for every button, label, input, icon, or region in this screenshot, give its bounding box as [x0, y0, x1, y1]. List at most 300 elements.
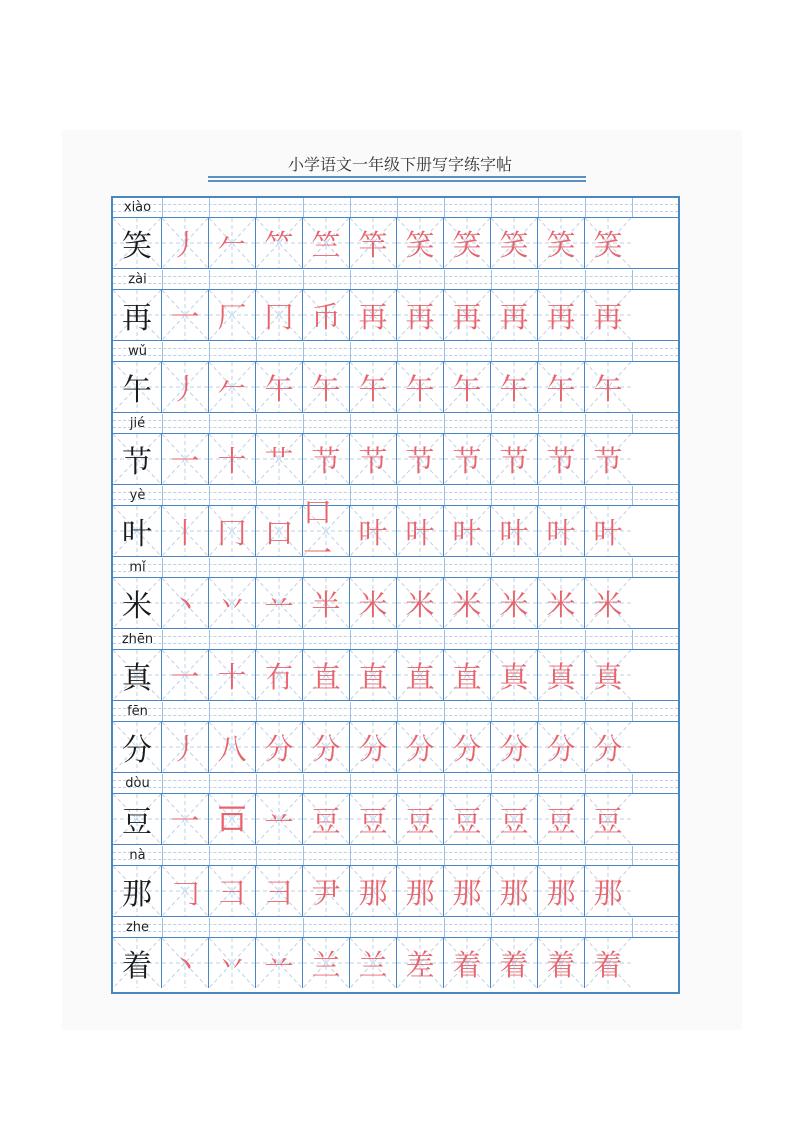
stroke-step-character: 节 [405, 443, 435, 478]
tracing-cell[interactable] [444, 722, 491, 772]
tracing-cell[interactable] [444, 218, 491, 268]
tracing-cell[interactable] [162, 794, 209, 844]
tracing-cell[interactable] [303, 794, 350, 844]
pinyin-column-line [303, 414, 304, 433]
model-character: 米 [122, 589, 152, 624]
tracing-cell[interactable] [585, 578, 631, 628]
tracing-cell[interactable] [538, 650, 585, 700]
tracing-cell[interactable] [256, 218, 303, 268]
tracing-cell[interactable] [585, 938, 631, 988]
tracing-cell[interactable] [256, 362, 303, 412]
pinyin-column-line [162, 702, 163, 721]
pinyin-column-line [491, 918, 492, 937]
stroke-step-character: 竿 [358, 227, 388, 262]
stroke-step-character: 分 [311, 731, 341, 766]
stroke-step-character: 豆 [311, 803, 341, 838]
tracing-cell[interactable] [162, 866, 209, 916]
pinyin-column-line [397, 918, 398, 937]
tracing-cell[interactable] [444, 290, 491, 340]
pinyin-column-line [209, 342, 210, 361]
tracing-cell[interactable] [303, 495, 350, 570]
tracing-cell[interactable] [350, 866, 397, 916]
pinyin-guide-line [113, 564, 678, 565]
tracing-cell[interactable] [397, 218, 444, 268]
pinyin-column-line [538, 486, 539, 505]
pinyin-column-line [162, 414, 163, 433]
pinyin-column-line [585, 630, 586, 649]
stroke-step-character: 丨 [170, 515, 200, 550]
tracing-cell[interactable] [491, 506, 538, 556]
pinyin-column-line [397, 630, 398, 649]
tracing-cell[interactable] [350, 506, 397, 556]
tracing-cell[interactable] [350, 218, 397, 268]
model-character-cell [113, 866, 162, 916]
pinyin-column-line [585, 414, 586, 433]
pinyin-guide-line [113, 859, 678, 860]
tracing-cell[interactable] [538, 722, 585, 772]
stroke-step-character: 一 [170, 659, 200, 694]
pinyin-band [113, 486, 678, 506]
pinyin-column-line [209, 198, 210, 217]
pinyin-column-line [162, 630, 163, 649]
pinyin-column-line [632, 774, 633, 793]
tracing-cell[interactable] [209, 866, 256, 916]
stroke-step-character: 一 [170, 299, 200, 334]
stroke-step-character: 那 [358, 875, 388, 910]
stroke-step-character: 直 [452, 659, 482, 694]
tracing-cell[interactable] [209, 722, 256, 772]
stroke-step-character: 冂 [217, 515, 247, 550]
tracing-cell[interactable] [538, 938, 585, 988]
pinyin-column-line [632, 486, 633, 505]
tracing-cell[interactable] [491, 362, 538, 412]
character-grid-row [113, 578, 678, 629]
stroke-step-character: 那 [452, 875, 482, 910]
stroke-step-character: 兰 [311, 947, 341, 982]
pinyin-column-line [538, 558, 539, 577]
tracing-cell[interactable] [585, 290, 631, 340]
stroke-step-character: 豆 [593, 803, 623, 838]
stroke-step-character: 厂 [217, 299, 247, 334]
model-character: 叶 [122, 517, 152, 552]
tracing-cell[interactable] [256, 650, 303, 700]
stroke-step-character: 豆 [452, 803, 482, 838]
pinyin-column-line [303, 630, 304, 649]
pinyin-label: zài [128, 272, 147, 287]
pinyin-column-line [303, 846, 304, 865]
pinyin-column-line [256, 414, 257, 433]
pinyin-column-line [162, 846, 163, 865]
tracing-cell[interactable] [303, 650, 350, 700]
pinyin-guide-line [113, 276, 678, 277]
tracing-cell[interactable] [209, 650, 256, 700]
tracing-cell[interactable] [209, 506, 256, 556]
stroke-step-character: 丷 [217, 587, 247, 622]
pinyin-column-line [538, 270, 539, 289]
tracing-cell[interactable] [209, 218, 256, 268]
model-character: 豆 [122, 805, 152, 840]
stroke-step-character: 叶 [593, 515, 623, 550]
tracing-cell[interactable] [538, 362, 585, 412]
pinyin-label: mǐ [129, 560, 146, 575]
tracing-cell[interactable] [585, 794, 631, 844]
pinyin-column-line [491, 342, 492, 361]
pinyin-guide-line [113, 643, 678, 644]
tracing-cell[interactable] [350, 290, 397, 340]
pinyin-band [113, 342, 678, 362]
pinyin-column-line [632, 414, 633, 433]
stroke-step-character: 着 [499, 947, 529, 982]
pinyin-column-line [397, 702, 398, 721]
stroke-step-character: 冇 [264, 659, 294, 694]
pinyin-column-line [209, 846, 210, 865]
tracing-cell[interactable] [538, 218, 585, 268]
tracing-cell[interactable] [350, 650, 397, 700]
tracing-cell[interactable] [397, 866, 444, 916]
character-grid-row [113, 938, 678, 988]
tracing-cell[interactable] [397, 794, 444, 844]
stroke-step-character: 冂 [264, 299, 294, 334]
model-character-cell [113, 362, 162, 412]
tracing-cell[interactable] [538, 866, 585, 916]
stroke-step-character: 着 [593, 947, 623, 982]
tracing-cell[interactable] [303, 866, 350, 916]
stroke-step-character: 笑 [499, 227, 529, 262]
tracing-cell[interactable] [444, 578, 491, 628]
stroke-step-character: 米 [452, 587, 482, 622]
tracing-cell[interactable] [538, 578, 585, 628]
model-character-cell [113, 650, 162, 700]
stroke-step-character: 𠮛 [217, 802, 247, 836]
stroke-step-character: 丿 [170, 227, 200, 262]
pinyin-column-line [491, 846, 492, 865]
pinyin-band [113, 270, 678, 290]
pinyin-guide-line [113, 355, 678, 356]
pinyin-column-line [397, 558, 398, 577]
tracing-cell[interactable] [491, 578, 538, 628]
pinyin-column-line [491, 630, 492, 649]
character-grid-row [113, 362, 678, 413]
tracing-cell[interactable] [491, 650, 538, 700]
tracing-cell[interactable] [256, 866, 303, 916]
stroke-step-character: 笑 [452, 227, 482, 262]
tracing-cell[interactable] [162, 650, 209, 700]
tracing-cell[interactable] [162, 218, 209, 268]
pinyin-column-line [256, 558, 257, 577]
pinyin-column-line [444, 630, 445, 649]
tracing-cell[interactable] [585, 650, 631, 700]
tracing-cell[interactable] [491, 794, 538, 844]
pinyin-column-line [256, 774, 257, 793]
pinyin-column-line [209, 918, 210, 937]
stroke-step-character: 半 [311, 587, 341, 622]
tracing-cell[interactable] [491, 866, 538, 916]
stroke-step-character: 笑 [593, 227, 623, 262]
tracing-cell[interactable] [585, 362, 631, 412]
tracing-cell[interactable] [538, 290, 585, 340]
stroke-step-character: 竺 [311, 227, 341, 262]
pinyin-column-line [303, 918, 304, 937]
pinyin-guide-line [113, 499, 678, 500]
tracing-cell[interactable] [303, 938, 350, 988]
tracing-cell[interactable] [397, 434, 444, 484]
tracing-cell[interactable] [585, 866, 631, 916]
tracing-cell[interactable] [491, 938, 538, 988]
tracing-cell[interactable] [397, 578, 444, 628]
pinyin-column-line [538, 702, 539, 721]
practice-row [113, 270, 678, 342]
tracing-cell[interactable] [162, 506, 209, 556]
pinyin-band [113, 414, 678, 434]
stroke-step-character: 笑 [405, 227, 435, 262]
tracing-cell[interactable] [397, 650, 444, 700]
pinyin-column-line [256, 702, 257, 721]
tracing-cell[interactable] [397, 362, 444, 412]
tracing-cell[interactable] [585, 218, 631, 268]
tracing-cell[interactable] [209, 362, 256, 412]
tracing-cell[interactable] [162, 434, 209, 484]
stroke-step-character: 分 [264, 731, 294, 766]
stroke-step-character: 真 [593, 659, 623, 694]
pinyin-column-line [632, 198, 633, 217]
pinyin-column-line [303, 702, 304, 721]
pinyin-column-line [585, 774, 586, 793]
tracing-cell[interactable] [303, 362, 350, 412]
stroke-step-character: 真 [499, 659, 529, 694]
pinyin-column-line [538, 414, 539, 433]
tracing-cell[interactable] [256, 722, 303, 772]
tracing-cell[interactable] [209, 290, 256, 340]
stroke-step-character: 那 [546, 875, 576, 910]
model-character-cell [113, 794, 162, 844]
pinyin-column-line [585, 270, 586, 289]
practice-row [113, 630, 678, 702]
pinyin-column-line [632, 630, 633, 649]
pinyin-band [113, 774, 678, 794]
stroke-step-character: 艹 [264, 443, 294, 478]
character-grid-row [113, 794, 678, 845]
tracing-cell[interactable] [162, 722, 209, 772]
stroke-step-character: 分 [593, 731, 623, 766]
stroke-step-character: 直 [405, 659, 435, 694]
pinyin-label: zhēn [121, 632, 154, 647]
tracing-cell[interactable] [585, 722, 631, 772]
tracing-cell[interactable] [350, 578, 397, 628]
tracing-cell[interactable] [585, 434, 631, 484]
stroke-step-character: 口 [264, 515, 294, 550]
practice-row [113, 918, 678, 990]
pinyin-band [113, 630, 678, 650]
tracing-cell[interactable] [162, 938, 209, 988]
stroke-step-character: 𥫗 [264, 227, 294, 262]
tracing-cell[interactable] [209, 434, 256, 484]
stroke-step-character: 叶 [405, 515, 435, 550]
pinyin-guide-line [113, 204, 678, 205]
pinyin-column-line [632, 342, 633, 361]
tracing-cell[interactable] [350, 434, 397, 484]
pinyin-guide-line [113, 211, 678, 212]
pinyin-band [113, 846, 678, 866]
model-character: 节 [122, 445, 152, 480]
tracing-cell[interactable] [350, 722, 397, 772]
tracing-cell[interactable] [350, 794, 397, 844]
pinyin-column-line [585, 558, 586, 577]
pinyin-column-line [538, 918, 539, 937]
tracing-cell[interactable] [397, 722, 444, 772]
pinyin-column-line [209, 630, 210, 649]
tracing-cell[interactable] [209, 794, 256, 844]
pinyin-guide-line [113, 924, 678, 925]
practice-row [113, 846, 678, 918]
stroke-step-character: 午 [264, 371, 294, 406]
stroke-step-character: 𠂉 [217, 371, 247, 406]
pinyin-column-line [491, 270, 492, 289]
pinyin-label: zhe [125, 920, 150, 935]
tracing-cell[interactable] [303, 290, 350, 340]
stroke-step-character: 币 [311, 299, 341, 334]
tracing-cell[interactable] [444, 794, 491, 844]
pinyin-label: jié [129, 416, 146, 431]
tracing-cell[interactable] [303, 722, 350, 772]
pinyin-column-line [491, 702, 492, 721]
tracing-cell[interactable] [444, 938, 491, 988]
stroke-step-character: 𠃌 [170, 875, 200, 910]
pinyin-column-line [538, 846, 539, 865]
tracing-cell[interactable] [303, 218, 350, 268]
pinyin-column-line [632, 270, 633, 289]
pinyin-guide-line [113, 492, 678, 493]
stroke-step-character: 再 [593, 299, 623, 334]
stroke-step-character: 直 [358, 659, 388, 694]
stroke-step-character: 再 [546, 299, 576, 334]
pinyin-column-line [209, 558, 210, 577]
tracing-cell[interactable] [256, 794, 303, 844]
pinyin-guide-line [113, 283, 678, 284]
tracing-cell[interactable] [303, 578, 350, 628]
pinyin-guide-line [113, 787, 678, 788]
model-character: 笑 [122, 229, 152, 264]
stroke-step-character: 彐 [217, 875, 247, 910]
pinyin-column-line [256, 198, 257, 217]
pinyin-guide-line [113, 780, 678, 781]
tracing-cell[interactable] [350, 938, 397, 988]
character-grid-row [113, 722, 678, 773]
pinyin-guide-line [113, 852, 678, 853]
tracing-cell[interactable] [491, 434, 538, 484]
tracing-cell[interactable] [538, 506, 585, 556]
stroke-step-character: 米 [499, 587, 529, 622]
stroke-step-character: 着 [452, 947, 482, 982]
tracing-cell[interactable] [256, 578, 303, 628]
pinyin-column-line [397, 198, 398, 217]
model-character: 那 [122, 877, 152, 912]
tracing-cell[interactable] [397, 938, 444, 988]
pinyin-column-line [350, 198, 351, 217]
tracing-cell[interactable] [491, 722, 538, 772]
tracing-cell[interactable] [444, 362, 491, 412]
stroke-step-character: 再 [452, 299, 482, 334]
stroke-step-character: 笑 [546, 227, 576, 262]
tracing-cell[interactable] [256, 434, 303, 484]
pinyin-guide-line [113, 636, 678, 637]
tracing-cell[interactable] [444, 650, 491, 700]
tracing-cell[interactable] [585, 506, 631, 556]
practice-rows [113, 198, 678, 990]
pinyin-column-line [444, 846, 445, 865]
pinyin-band [113, 702, 678, 722]
model-character: 真 [122, 661, 152, 696]
tracing-cell[interactable] [538, 434, 585, 484]
pinyin-column-line [444, 198, 445, 217]
stroke-step-character: 再 [405, 299, 435, 334]
tracing-cell[interactable] [444, 866, 491, 916]
pinyin-column-line [303, 198, 304, 217]
tracing-cell[interactable] [162, 290, 209, 340]
stroke-step-character: 午 [546, 371, 576, 406]
character-grid-row [113, 650, 678, 701]
stroke-step-character: 节 [593, 443, 623, 478]
tracing-cell[interactable] [491, 218, 538, 268]
pinyin-column-line [538, 342, 539, 361]
tracing-cell[interactable] [397, 506, 444, 556]
tracing-cell[interactable] [256, 290, 303, 340]
pinyin-guide-line [113, 715, 678, 716]
pinyin-column-line [256, 342, 257, 361]
pinyin-guide-line [113, 708, 678, 709]
stroke-step-character: 丿 [170, 371, 200, 406]
pinyin-label: dòu [125, 776, 150, 791]
pinyin-column-line [585, 846, 586, 865]
stroke-step-character: 兰 [358, 947, 388, 982]
stroke-step-character: 十 [217, 659, 247, 694]
tracing-cell[interactable] [303, 434, 350, 484]
tracing-cell[interactable] [162, 362, 209, 412]
pinyin-column-line [632, 702, 633, 721]
tracing-cell[interactable] [397, 290, 444, 340]
practice-sheet [111, 196, 680, 994]
stroke-step-character: 午 [499, 371, 529, 406]
stroke-step-character: 尹 [311, 875, 341, 910]
stroke-step-character: 彐 [264, 875, 294, 910]
pinyin-guide-line [113, 348, 678, 349]
tracing-cell[interactable] [350, 362, 397, 412]
pinyin-column-line [350, 270, 351, 289]
stroke-step-character: 那 [405, 875, 435, 910]
pinyin-band [113, 558, 678, 578]
tracing-cell[interactable] [209, 578, 256, 628]
pinyin-column-line [444, 270, 445, 289]
pinyin-column-line [444, 774, 445, 793]
stroke-step-character: 米 [546, 587, 576, 622]
tracing-cell[interactable] [538, 794, 585, 844]
title-underline-top [208, 176, 586, 178]
tracing-cell[interactable] [162, 578, 209, 628]
tracing-cell[interactable] [444, 506, 491, 556]
pinyin-column-line [585, 198, 586, 217]
tracing-cell[interactable] [209, 938, 256, 988]
pinyin-band [113, 918, 678, 938]
stroke-step-character: 那 [593, 875, 623, 910]
pinyin-column-line [350, 342, 351, 361]
tracing-cell[interactable] [256, 506, 303, 556]
pinyin-guide-line [113, 931, 678, 932]
tracing-cell[interactable] [444, 434, 491, 484]
tracing-cell[interactable] [256, 938, 303, 988]
stroke-step-character: 豆 [546, 803, 576, 838]
tracing-cell[interactable] [491, 290, 538, 340]
model-character: 着 [122, 949, 152, 984]
stroke-step-character: 再 [499, 299, 529, 334]
